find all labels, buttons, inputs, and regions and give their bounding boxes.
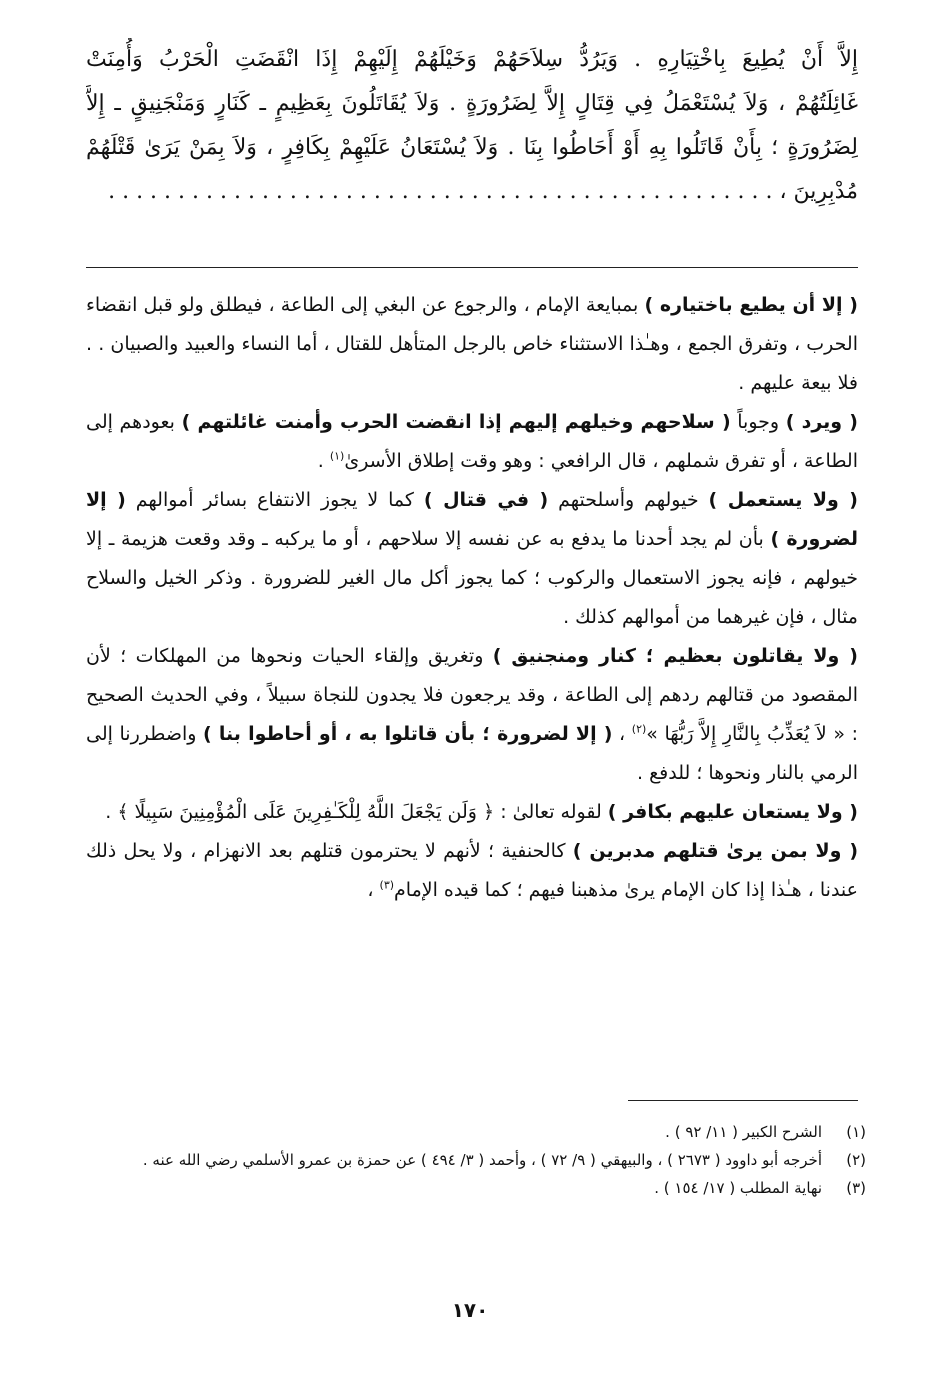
commentary-text: كما لا يجوز الانتفاع بسائر أموالهم [125, 489, 424, 511]
footnote-divider [628, 1100, 858, 1101]
matn-quote: ( سلاحهم وخيلهم إليهم إذا انقضت الحرب وأمنت غائلتهم ) [181, 411, 731, 433]
commentary-paragraph [86, 637, 858, 793]
commentary-text: كالحنفية ؛ لأنهم لا يحترمون قتلهم بعد الانهزام ، ولا يحل ذلك عندنا ، هـٰذا إذا كان الإمام يرىٰ مذهبنا فيهم ؛ كما قيده الإمام [86, 840, 858, 901]
footnote-text: الشرح الكبير ( ١١/ ٩٢ ) . [665, 1123, 822, 1141]
commentary-text: واضطررنا إلى الرمي بالنار ونحوها ؛ للدفع . [86, 723, 858, 784]
matn-quote: ( ولا يستعمل ) [708, 489, 858, 511]
commentary-text: لقوله تعالىٰ : [494, 801, 608, 823]
footnote [86, 1146, 866, 1174]
matn-line: مُدْبِرِينَ ، . . . . . . . . . . . . . . . . . . . . . . . . . . . . . . . . . . . . . . . . . . . . . . . . [108, 179, 858, 204]
quran-verse: ﴿ وَلَن يَجْعَلَ اللَّهُ لِلْكَـٰفِرِينَ عَلَى الْمُؤْمِنِينَ سَبِيلًا ﴾ [117, 801, 495, 823]
commentary-paragraph [86, 286, 858, 403]
commentary-text: . [105, 801, 118, 823]
commentary-text: بعودهم إلى الطاعة ، أو تفرق شملهم ، قال الرافعي : وهو وقت إطلاق الأسرىٰ [86, 411, 858, 472]
matn-quote: ( في قتال ) [423, 489, 549, 511]
commentary-paragraph [86, 793, 858, 832]
commentary-paragraph [86, 832, 858, 910]
matn-line: إِلاَّ أَنْ يُطِيعَ بِاخْتِيَارِهِ . وَيَرُدُّ سِلاَحَهُمْ وَخَيْلَهُمْ إِلَيْهِمْ إِذَا انْقَضَتِ الْحَرْبُ وَأُمِنَتْ [86, 47, 858, 72]
footnote-ref[interactable]: (٢) [631, 722, 647, 736]
commentary-text: وتغريق وإلقاء الحيات ونحوها من المهلكات ؛ لأن المقصود من قتالهم ردهم إلى الطاعة ، وقد يرجعون فلا يجدون للنجاة سبيلاً ، وفي الحديث الصحيح : « لاَ يُعَذِّبُ بِالنَّارِ إِلاَّ رَبُّهَا » [86, 645, 858, 745]
commentary-text: ، [367, 879, 380, 901]
commentary-block [86, 286, 858, 910]
footnote-number: (٣) [846, 1179, 866, 1197]
commentary-text: بأن لم يجد أحدنا ما يدفع به عن نفسه إلا سلاحهم ، أو ما يركبه ـ وقد وقعت هزيمة ـ إلا خيولهم ، فإنه يجوز الاستعمال والركوب ؛ كما يجوز أكل مال الغير للضرورة . وذكر الخيل والسلاح مثال ، فإن غيرهما من أموالهم كذلك . [86, 528, 858, 628]
footnote [86, 1118, 866, 1146]
footnote-text: نهاية المطلب ( ١٧/ ١٥٤ ) . [654, 1179, 822, 1197]
matn-quote: ( إلا أن يطيع باختياره ) [644, 294, 858, 316]
commentary-paragraph [86, 481, 858, 637]
matn-line: غَائِلَتُهُمْ ، وَلاَ يُسْتَعْمَلُ فِي قِتَالٍ إِلاَّ لِضَرُورَةٍ . وَلاَ يُقَاتَلُونَ بِعَظِيمٍ ـ كَنَارٍ وَمَنْجَنِيقٍ ـ إِلاَّ [86, 91, 858, 116]
section-divider [86, 267, 858, 268]
matn-quote: ( إلا لضرورة ) [86, 489, 858, 550]
commentary-text: ، [612, 723, 632, 745]
commentary-text: خيولهم وأسلحتهم [548, 489, 709, 511]
commentary-text: وجوباً [730, 411, 786, 433]
matn-quote: ( ولا بمن يرىٰ قتلهم مدبرين ) [572, 840, 859, 862]
matn-quote: ( ولا يستعان عليهم بكافر ) [607, 801, 858, 823]
matn-line: لِضَرُورَةٍ ؛ بِأَنْ قَاتَلُوا بِهِ أَوْ أَحَاطُوا بِنَا . وَلاَ يُسْتَعَانُ عَلَيْهِمْ بِكَافِرٍ ، وَلاَ بِمَنْ يَرَىٰ قَتْلَهُمْ [86, 135, 858, 160]
footnote-ref[interactable]: (١) [329, 449, 345, 463]
footnote-text: أخرجه أبو داوود ( ٢٦٧٣ ) ، والبيهقي ( ٩/ ٧٢ ) ، وأحمد ( ٣/ ٤٩٤ ) عن حمزة بن عمرو الأسلمي رضي الله عنه . [142, 1151, 822, 1169]
matn-quote: ( إلا لضرورة ؛ بأن قاتلوا به ، أو أحاطوا بنا ) [203, 723, 613, 745]
footnote-ref[interactable]: (٣) [379, 878, 395, 892]
commentary-paragraph [86, 403, 858, 481]
matn-quote: ( ويرد ) [785, 411, 858, 433]
commentary-text: بمبايعة الإمام ، والرجوع عن البغي إلى الطاعة ، فيطلق ولو قبل انقضاء الحرب ، وتفرق الجمع ، وهـٰذا الاستثناء خاص بالرجل المتأهل للقتال ، أما النساء والعبيد والصبيان . . فلا بيعة عليهم . [86, 294, 858, 394]
matn-text-block [86, 38, 858, 214]
matn-quote: ( ولا يقاتلون بعظيم ؛ كنار ومنجنيق ) [492, 645, 858, 667]
page-number: ١٧٠ [451, 1298, 489, 1322]
footnote-number: (٢) [846, 1151, 866, 1169]
commentary-text: . [317, 450, 330, 472]
footnote-number: (١) [846, 1123, 866, 1141]
footnotes-block [86, 1118, 866, 1202]
footnote [86, 1174, 866, 1202]
